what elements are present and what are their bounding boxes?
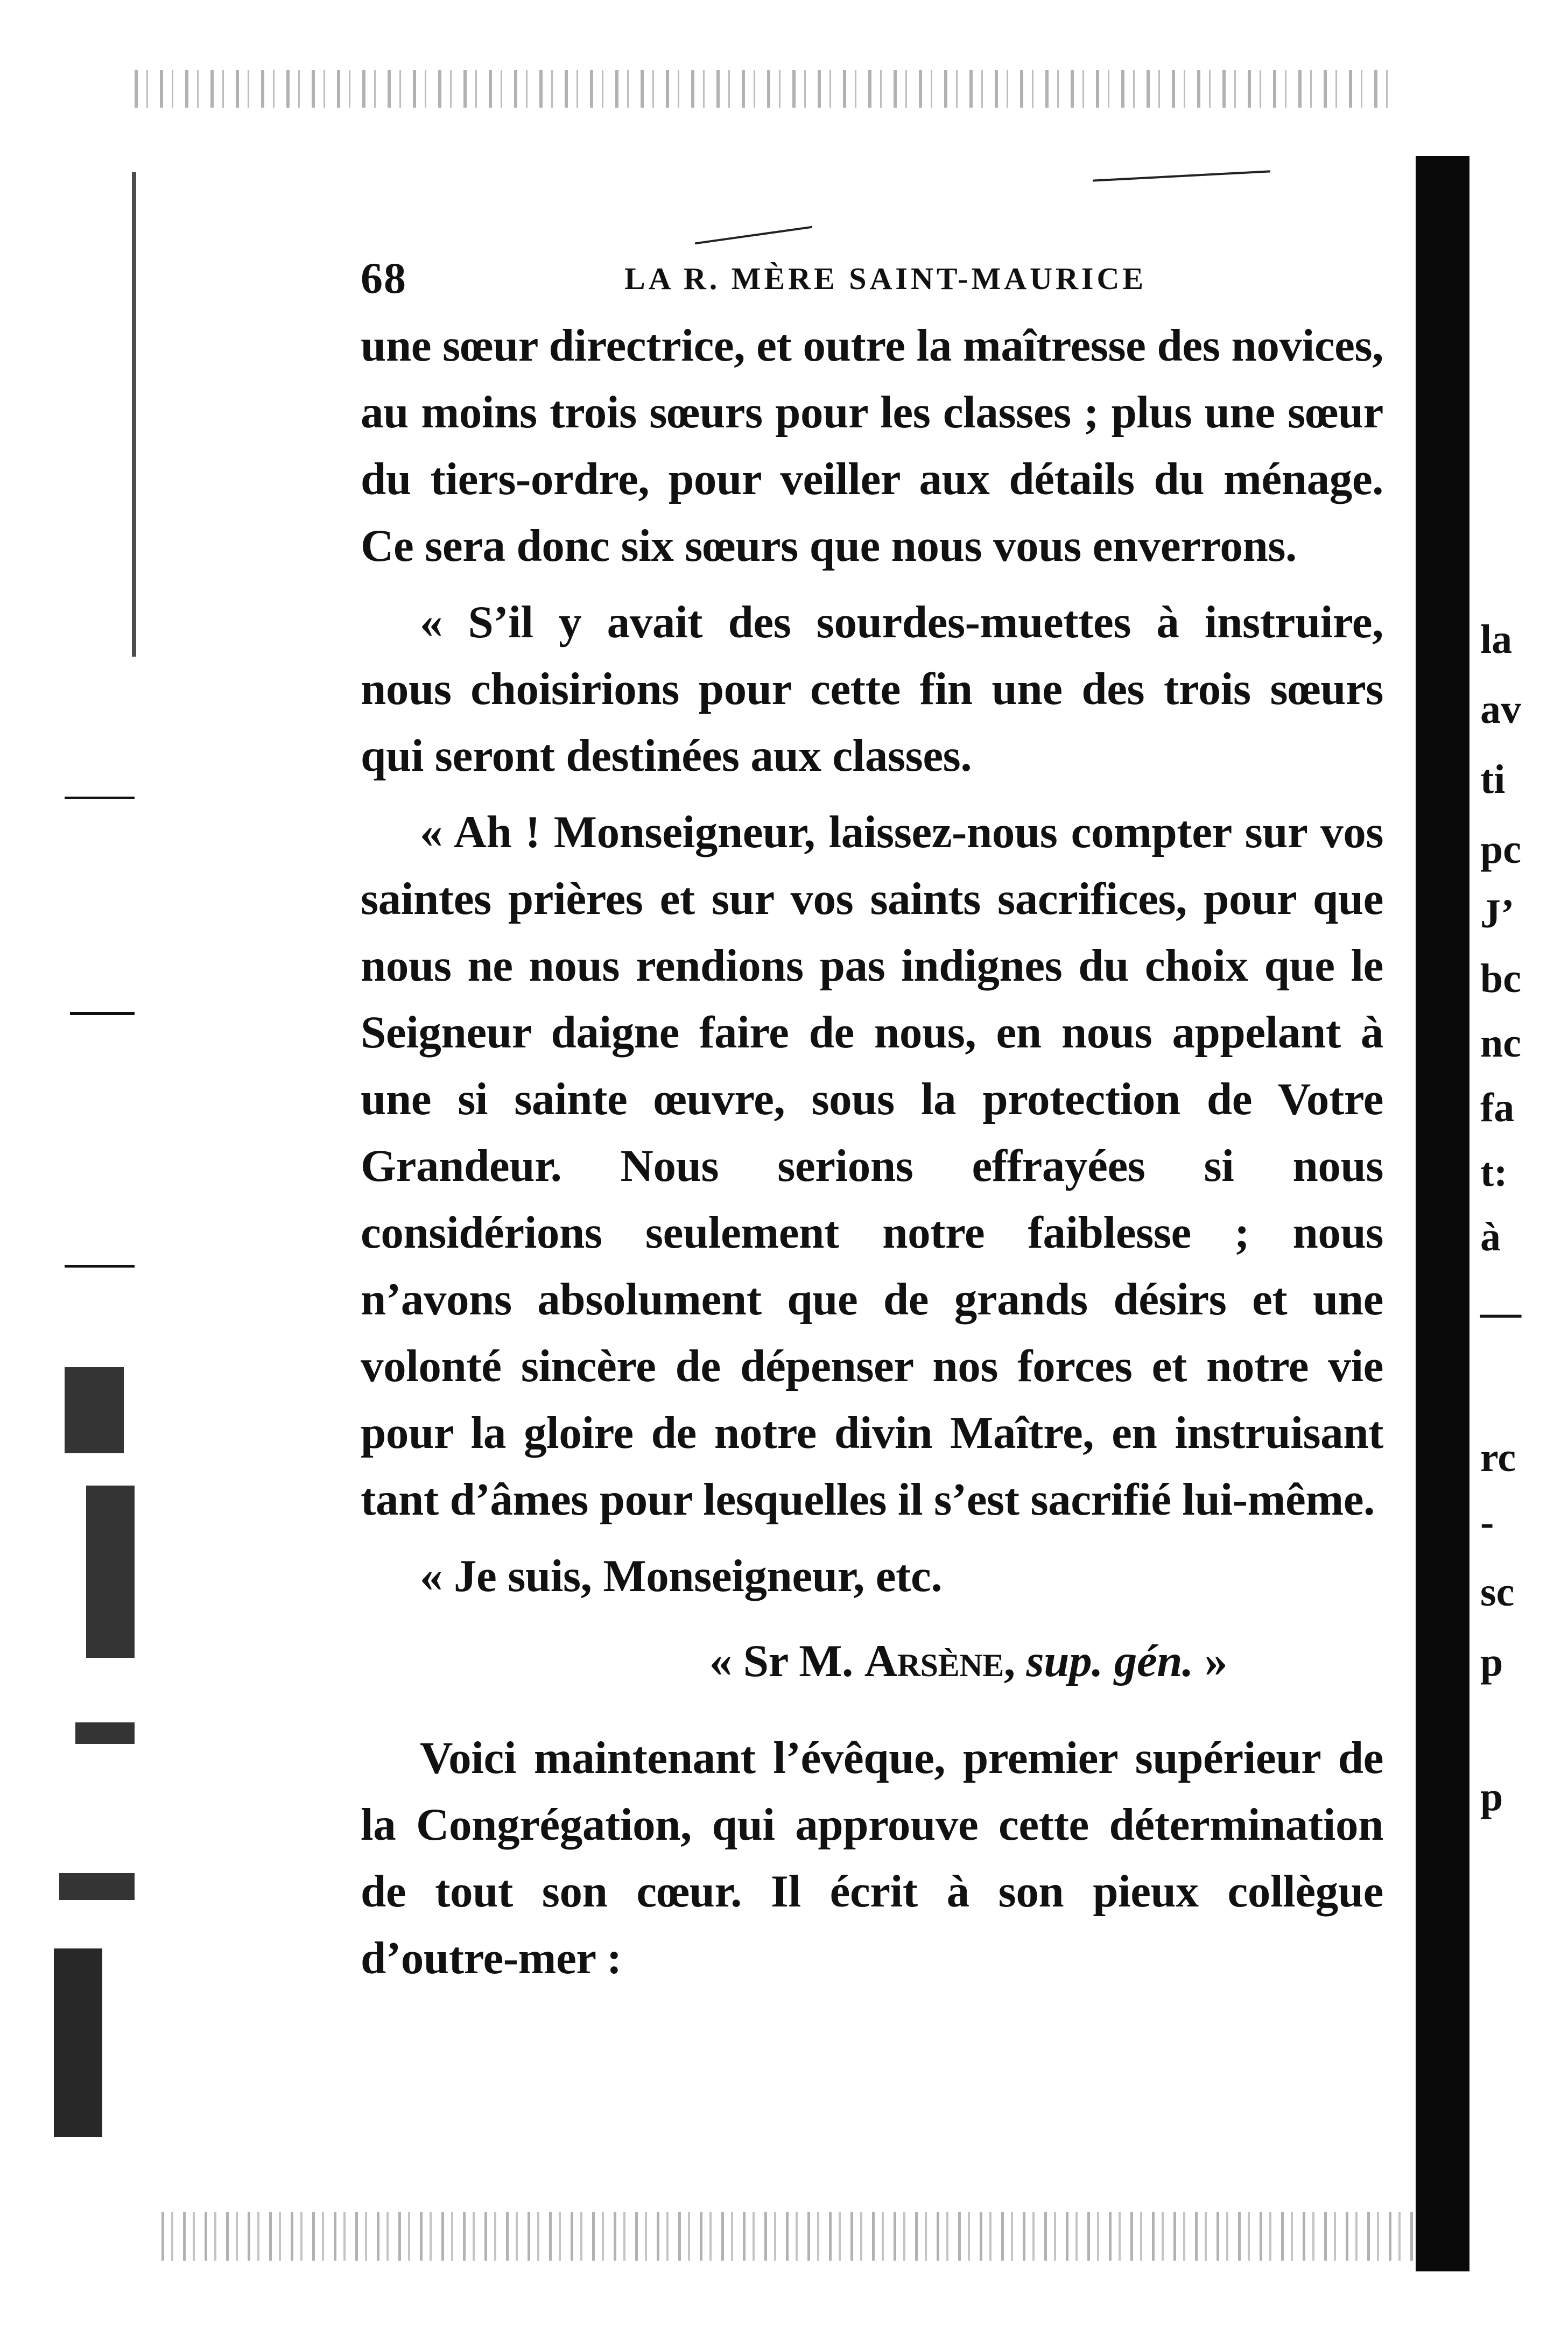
paragraph: « Ah ! Monseigneur, laissez-nous compter sur vos saintes prières et sur vos saints sacrifices, pour que nous ne nous rendions pas indignes du choix que le Seigneur daigne faire de nous, en nous appelant à une si sainte œuvre, sous la protection de Votre Grandeur. Nous serions effrayées si nous considérions seulement notre faiblesse ; nous n’avons absolument que de grands désirs et une volonté sincère de dépenser nos forces et notre vie pour la gloire de notre divin Maître, en instruisant tant d’âmes pour lesquelles il s’est sacrifié lui-même. xyxy=(361,807,1383,1525)
scan-edge-top xyxy=(135,70,1400,108)
gutter-mark xyxy=(70,1012,135,1015)
gutter-mark xyxy=(54,1948,102,2137)
page-number: 68 xyxy=(361,254,407,302)
facing-fragment: av xyxy=(1480,687,1521,732)
paragraph: « S’il y avait des sourdes-muettes à instruire, nous choisirions pour cette fin une des trois sœurs qui seront destinées aux classes. xyxy=(361,597,1383,781)
facing-fragment: ti xyxy=(1480,757,1506,802)
facing-fragment: t: xyxy=(1480,1150,1508,1195)
gutter-mark xyxy=(59,1873,135,1900)
book-page xyxy=(361,253,1383,1992)
signature-separator: , xyxy=(1003,1636,1026,1686)
gutter-mark xyxy=(65,1265,135,1268)
running-head xyxy=(361,253,1383,312)
gutter-mark xyxy=(132,172,136,657)
signature-name: Arsène xyxy=(864,1636,1004,1686)
facing-fragment: nc xyxy=(1480,1021,1521,1066)
gutter-mark xyxy=(75,1722,135,1744)
signature-title: sup. gén. xyxy=(1026,1636,1194,1686)
binding-shadow xyxy=(1416,156,1469,2271)
facing-fragment: sc xyxy=(1480,1570,1515,1615)
scan-edge-bottom xyxy=(161,2212,1426,2261)
gutter-mark xyxy=(65,1367,124,1453)
facing-fragment: pc xyxy=(1480,827,1521,872)
signature-prefix: Sr M. xyxy=(743,1636,864,1686)
facing-fragment: à xyxy=(1480,1214,1501,1260)
pen-stroke xyxy=(1093,170,1270,181)
facing-page-fragments xyxy=(1480,619,1568,1965)
facing-fragment: - xyxy=(1480,1500,1494,1545)
signature-open-quote: « xyxy=(709,1636,743,1686)
gutter-mark xyxy=(86,1486,135,1658)
facing-fragment: J’ xyxy=(1480,891,1515,937)
facing-fragment: bc xyxy=(1480,956,1521,1001)
paragraph: une sœur directrice, et outre la maîtresse des novices, au moins trois sœurs pour les classes ; plus une sœur du tiers-ordre, pour veiller aux détails du ménage. Ce sera donc six sœurs que nous vous enverrons. xyxy=(361,320,1383,571)
left-gutter-scan-marks xyxy=(0,161,156,2045)
signature xyxy=(361,1628,1383,1694)
facing-fragment: p xyxy=(1480,1640,1503,1685)
pen-stroke xyxy=(695,226,812,245)
facing-fragment: la xyxy=(1480,617,1513,662)
running-head-title: LA R. MÈRE SAINT-MAURICE xyxy=(624,261,1147,296)
facing-fragment: — xyxy=(1480,1290,1521,1335)
facing-fragment: p xyxy=(1480,1774,1503,1819)
facing-fragment: rc xyxy=(1480,1435,1516,1480)
body-text xyxy=(361,312,1383,1992)
signature-close-quote: » xyxy=(1193,1636,1227,1686)
paragraph: « Je suis, Monseigneur, etc. xyxy=(420,1551,943,1601)
closing-paragraph: Voici maintenant l’évêque, premier supérieur de la Congrégation, qui approuve cette détermination de tout son cœur. Il écrit à son pieux collègue d’outre-mer : xyxy=(361,1733,1383,1983)
gutter-mark xyxy=(65,797,135,799)
facing-fragment: fa xyxy=(1480,1085,1515,1130)
